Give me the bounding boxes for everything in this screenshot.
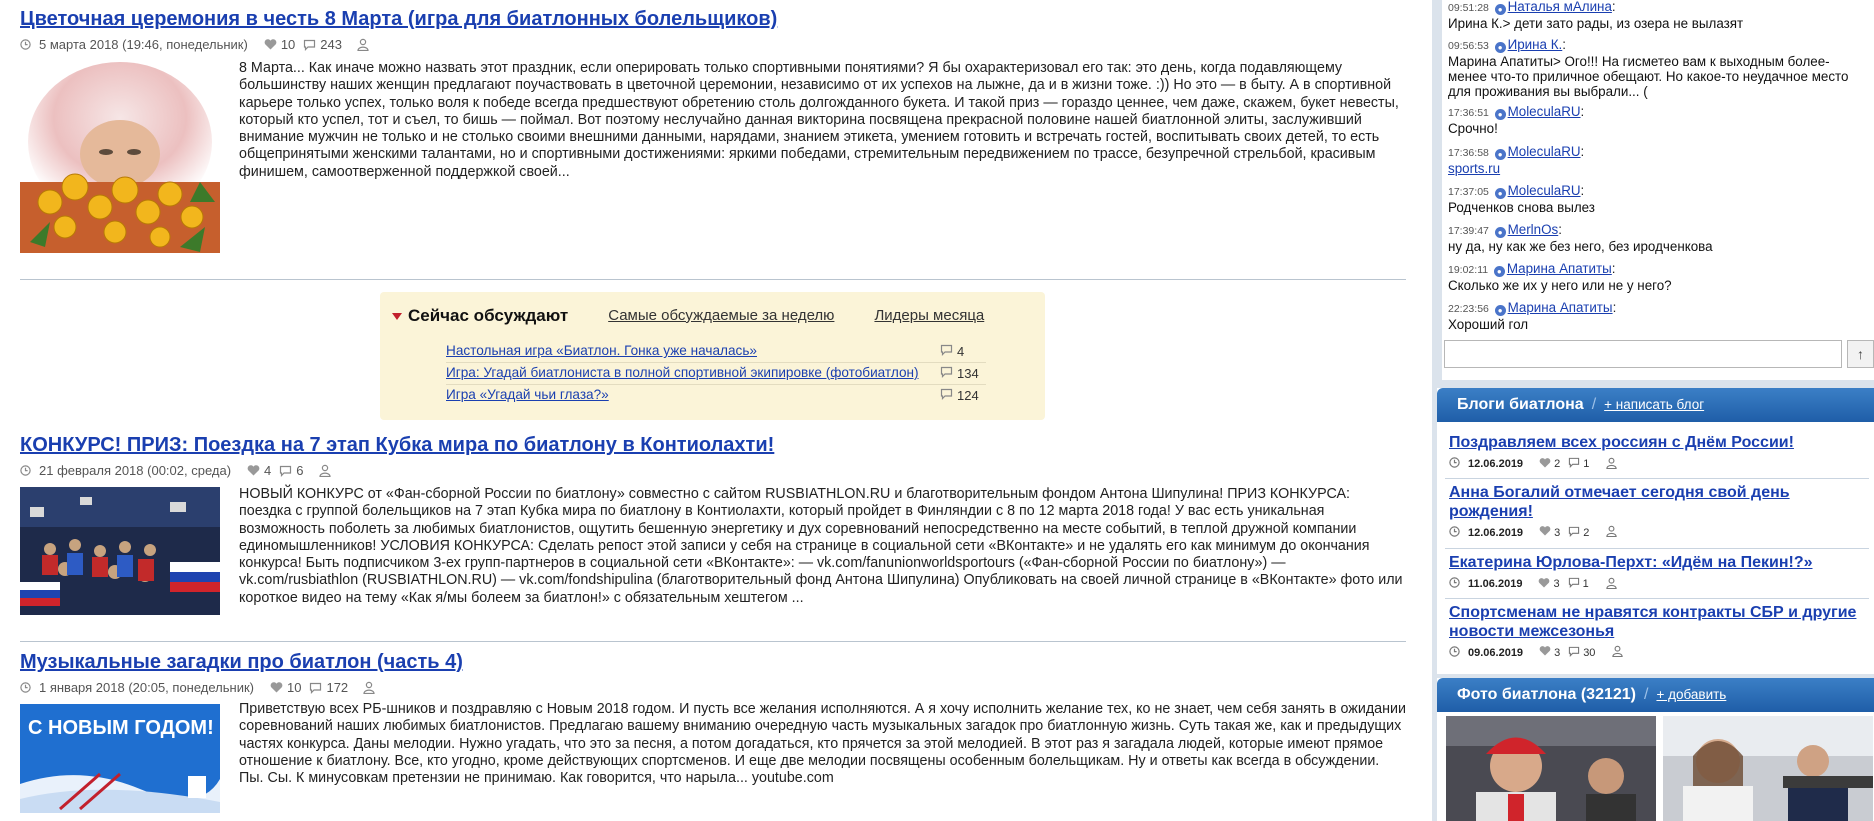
chat-time: 09:56:53	[1448, 40, 1489, 52]
heart-icon	[1539, 458, 1551, 471]
likes-count: 3	[1553, 578, 1560, 590]
discussion-link[interactable]: Игра «Угадай чьи глаза?»	[446, 387, 609, 402]
chat-user-link[interactable]: Марина Апатиты	[1506, 261, 1612, 276]
user-icon: ●	[1495, 109, 1506, 120]
share-icon[interactable]	[1605, 525, 1618, 540]
comment-icon	[940, 344, 953, 359]
article	[20, 0, 1406, 270]
blogs-panel-header: Блоги биатлона / + написать блог	[1437, 388, 1874, 422]
tab-month-leaders[interactable]: Лидеры месяца	[874, 306, 985, 324]
chat-time: 09:51:28	[1448, 2, 1489, 14]
chat-time: 17:36:51	[1448, 107, 1489, 119]
divider	[20, 279, 1406, 280]
blog-title-link[interactable]: Спортсменам не нравятся контракты СБР и другие новости межсезонья	[1449, 604, 1857, 640]
chat-message: 17:39:47 ● MerlnOs: ну да, ну как же без него, без иродченкова	[1448, 222, 1713, 254]
comment-icon	[940, 388, 953, 403]
chat-user-link[interactable]: MoleculaRU	[1507, 144, 1581, 159]
chat-time: 17:39:47	[1448, 225, 1489, 237]
article-meta	[20, 463, 332, 478]
user-icon: ●	[1494, 266, 1505, 277]
discussion-list	[446, 341, 986, 407]
chat-text: Срочно!	[1448, 121, 1498, 136]
write-blog-link[interactable]: + написать блог	[1604, 397, 1705, 412]
chat-text: Марина Апатиты> Ого!!! На гисметео вам к выходным более-менее что-то приличное обещают. Но какое-то неудачное место для проживания вы выбрали... (	[1448, 54, 1849, 99]
likes-count: 10	[287, 680, 302, 695]
share-icon[interactable]	[362, 681, 376, 694]
main-column	[20, 0, 1406, 821]
likes-count: 2	[1554, 458, 1561, 470]
photos-panel-header: Фото биатлона (32121) / + добавить	[1437, 678, 1874, 712]
blog-date: 09.06.2019	[1468, 646, 1524, 659]
article-title-link[interactable]: Цветочная церемония в честь 8 Марта (игра для биатлонных болельщиков)	[20, 8, 778, 30]
comment-icon	[1568, 646, 1580, 660]
blog-title-link[interactable]: Анна Богалий отмечает сегодня свой день рождения!	[1449, 484, 1790, 520]
discussion-link[interactable]: Настольная игра «Биатлон. Гонка уже началась»	[446, 343, 757, 358]
blog-title-link[interactable]: Екатерина Юрлова-Перхт: «Идём на Пекин!?»	[1449, 554, 1813, 571]
divider	[1445, 548, 1869, 549]
triangle-down-icon	[392, 313, 402, 320]
chat-message: 19:02:11 ● Марина Апатиты: Сколько же их у него или не у него?	[1448, 261, 1672, 293]
chat-text-link[interactable]: sports.ru	[1448, 161, 1501, 176]
clock-icon	[1449, 526, 1460, 540]
comment-icon	[279, 465, 292, 477]
comments-count: 6	[296, 463, 304, 478]
article-text: Приветствую всех РБ-шников и поздравляю с Новым 2018 годом. И пусть все желания исполняются. А я хочу исполнить желание тех, ко не знает, чем себя занять в ожидании соревнований наших любимых биатлонистов. Предлагаю вашему вниманию очередную часть музыкальных загадок про биатлонную жизнь. Суть такая же, как и предыдущих частях конкурса. Даны мелодии. Нужно угадать, что это за песня, а потом догадаться, кто прячется за этой мелодией. В этот раз я загадала людей, которые имеют прямое отношение к биатлону. Все, кто угодно, кроме действующих спортсменов. И еще две мелодии посвящены особенным болельщикам. Ну и ответы как всегда в обсуждении. Пы. Сы. К минусовкам претензии не принимаю. Как говорится, что нарыла... youtube.com	[239, 701, 1406, 787]
photo-thumbnail[interactable]	[1663, 716, 1873, 821]
chat-send-button[interactable]: ↑	[1847, 340, 1874, 368]
chat-user-link[interactable]: MoleculaRU	[1507, 183, 1581, 198]
comments-count: 30	[1583, 646, 1596, 659]
chat-message: 17:36:58 ● MoleculaRU: sports.ru	[1448, 144, 1585, 176]
clock-icon	[20, 39, 31, 50]
likes-count: 10	[280, 37, 296, 52]
clock-icon	[1449, 646, 1460, 660]
chat-text: Ирина К.> дети зато рады, из озера не вылазят	[1448, 16, 1744, 31]
discussion-count: 134	[957, 366, 979, 381]
likes-count: 3	[1554, 526, 1561, 539]
article-date: 1 января 2018 (20:05, понедельник)	[39, 680, 254, 695]
blog-date: 12.06.2019	[1468, 526, 1524, 539]
user-icon: ●	[1495, 188, 1506, 199]
blogs-panel	[1437, 388, 1874, 674]
comment-icon	[1568, 577, 1580, 591]
user-icon: ●	[1495, 149, 1506, 160]
chat-input[interactable]	[1444, 340, 1842, 368]
blog-item	[1449, 554, 1869, 592]
add-photo-link[interactable]: + добавить	[1656, 687, 1727, 702]
chat-message: 09:51:28 ● Наталья мАлина: Ирина К.> дети зато рады, из озера не вылазят	[1448, 0, 1744, 31]
comment-icon	[940, 366, 953, 381]
comments-count: 1	[1583, 458, 1590, 470]
blogs-title[interactable]: Блоги биатлона	[1457, 396, 1584, 413]
chat-message: 17:37:05 ● MoleculaRU: Родченков снова вылез	[1448, 183, 1595, 215]
photo-strip	[1446, 716, 1874, 821]
chat-time: 19:02:11	[1448, 264, 1489, 276]
article-thumbnail[interactable]	[20, 62, 220, 253]
heart-icon	[270, 682, 283, 693]
chat-time: 17:36:58	[1448, 147, 1489, 159]
discussion-row	[446, 363, 986, 385]
article-meta	[20, 680, 376, 695]
heart-icon	[264, 39, 277, 50]
heart-icon	[247, 465, 260, 476]
heart-icon	[1539, 526, 1551, 539]
blog-title-link[interactable]: Поздравляем всех россиян с Днём России!	[1449, 434, 1794, 451]
comments-count: 2	[1583, 526, 1590, 539]
chat-text: Хороший гол	[1448, 317, 1529, 332]
share-icon[interactable]	[356, 38, 370, 51]
blog-item	[1449, 434, 1869, 472]
chat-text: Родченков снова вылез	[1448, 200, 1595, 215]
comments-count: 172	[326, 680, 349, 695]
likes-count: 4	[264, 463, 272, 478]
user-icon: ●	[1495, 4, 1506, 15]
divider	[1445, 478, 1869, 479]
article-date: 21 февраля 2018 (00:02, среда)	[39, 463, 232, 478]
chat-message: 09:56:53 ● Ирина К.: Марина Апатиты> Ого!!! На гисметео вам к выходным более-менее что-то приличное обещают. Но какое-то неудачное место для проживания вы выбрали... (	[1448, 37, 1849, 99]
blog-date: 11.06.2019	[1468, 578, 1523, 590]
thumbnail-caption: С НОВЫМ ГОДОМ!	[28, 717, 214, 739]
share-icon[interactable]	[1605, 457, 1618, 472]
clock-icon	[20, 465, 31, 476]
chat-user-link[interactable]: Ирина К.	[1507, 37, 1563, 52]
heart-icon	[1538, 578, 1550, 591]
user-icon: ●	[1495, 305, 1506, 316]
share-icon[interactable]	[318, 464, 332, 477]
chat-user-link[interactable]: MerlnOs	[1507, 222, 1559, 237]
blog-date: 12.06.2019	[1468, 458, 1524, 470]
chat-panel	[1442, 0, 1874, 380]
comment-icon	[1568, 526, 1580, 540]
clock-icon	[1449, 577, 1460, 591]
article-thumbnail[interactable]	[20, 487, 220, 615]
article-title-link[interactable]: КОНКУРС! ПРИЗ: Поездка на 7 этап Кубка мира по биатлону в Контиолахти!	[20, 434, 775, 456]
article	[20, 430, 1406, 630]
share-icon[interactable]	[1605, 577, 1618, 592]
divider	[1445, 598, 1869, 599]
chat-time: 22:23:56	[1448, 303, 1489, 315]
chat-user-link[interactable]: Наталья мАлина	[1507, 0, 1612, 14]
article-title-link[interactable]: Музыкальные загадки про биатлон (часть 4)	[20, 651, 463, 673]
photo-thumbnail[interactable]	[1446, 716, 1656, 821]
article-meta	[20, 37, 370, 52]
photos-title[interactable]: Фото биатлона (32121)	[1457, 686, 1636, 703]
article-text: НОВЫЙ КОНКУРС от «Фан-сборной России по биатлону» совместно с сайтом RUSBIATHLON.RU и благотворительным фондом Антона Шипулина! ПРИЗ КОНКУРСА: поездка с группой болельщиков на 7 этап Кубка мира по биатлону в Контиолахти, который пройдет в Финляндии с 8 по 12 марта 2018 года! У вас есть уникальная возможность поболеть за любимых биатлонистов, ощутить бешенную энергетику и дух соревнований непосредственно на месте событий, в теплой дружной компании единомышленников! УСЛОВИЯ КОНКУРСА: Сделать репост этой записи у себя на странице в социальной сети «ВКонтакте» и не удалять его как минимум до окончания конкурса! Быть подписчиком 3-ех групп-партнеров в социальной сети «ВКонтакте»: — vk.com/fanunionworldsportours («Фан-сборной России по биатлону») — vk.com/rusbiathlon (RUSBIATHLON.RU) — vk.com/fondshipulina (благотворительный фонд Антона Шипулина) Опубликовать на своей личной странице в «ВКонтакте» фото или короткое видео на тему «Как я/мы болеем за биатлон!» с обязательным хештегом ...	[239, 486, 1403, 606]
chat-time: 17:37:05	[1448, 186, 1489, 198]
discussion-count: 4	[957, 344, 965, 359]
likes-count: 3	[1554, 646, 1561, 659]
discussion-tabs	[392, 306, 984, 326]
blog-item	[1449, 484, 1869, 540]
article	[20, 643, 1406, 821]
share-icon[interactable]	[1611, 645, 1624, 660]
comments-count: 243	[320, 37, 342, 52]
user-icon: ●	[1495, 227, 1506, 238]
discussion-link[interactable]: Игра: Угадай биатлониста в полной спортивной экипировке (фотобиатлон)	[446, 365, 919, 380]
discussion-row	[446, 341, 986, 363]
tab-now-discussing[interactable]: Сейчас обсуждают	[392, 306, 568, 326]
comment-icon	[1568, 457, 1580, 471]
article-date: 5 марта 2018 (19:46, понедельник)	[39, 37, 248, 52]
chat-user-link[interactable]: MoleculaRU	[1507, 104, 1581, 119]
discussion-row	[446, 385, 986, 407]
chat-text: Сколько же их у него или не у него?	[1448, 278, 1672, 293]
chat-text: ну да, ну как же без него, без иродченкова	[1448, 239, 1713, 254]
comments-count: 1	[1582, 578, 1589, 590]
article-thumbnail[interactable]	[20, 704, 220, 813]
comment-icon	[309, 682, 322, 694]
article-text: 8 Марта... Как иначе можно назвать этот праздник, если оперировать только спортивными понятиями? Я бы охарактеризовал его так: это день, когда подавляющему большинству наших женщин предлагают поучаствовать в цветочной церемонии, независимо от их успехов на лыжне, да и в жизни тоже. :)) Но это — в быту. А в спортивной карьере только успех, только воля к победе всегда предшествуют обретению столь долгожданного букета. И такой приз — гораздо ценнее, чем даже, скажем, букет невесты, который кто успел, тот и съел, то бишь — поймал. Вот поэтому неслучайно данная викторина посвящена прекрасной половине нашей биатлонной элиты, заслуживший внимание мужчин не только и не столько своими внешними данными, нарядами, знанием этикета, умением готовить и встречать гостей, воспитывать своих детей, то есть общепринятыми женскими талантами, но и спортивными достижениями: яркими победами, стремительным передвижением по трассе, безупречной стрельбой, красивым финишем, самоотверженной поддержкой своей...	[239, 60, 1399, 180]
blog-item	[1449, 604, 1869, 660]
heart-icon	[1539, 646, 1551, 659]
user-icon: ●	[1495, 42, 1506, 53]
comment-icon	[303, 39, 316, 51]
discussion-count: 124	[957, 388, 979, 403]
discussion-box	[380, 292, 1045, 420]
tab-most-discussed-week[interactable]: Самые обсуждаемые за неделю	[608, 306, 835, 324]
clock-icon	[1449, 457, 1460, 471]
clock-icon	[20, 682, 31, 693]
chat-message: 17:36:51 ● MoleculaRU: Срочно!	[1448, 104, 1585, 136]
chat-user-link[interactable]: Марина Апатиты	[1507, 300, 1613, 315]
chat-message: 22:23:56 ● Марина Апатиты: Хороший гол	[1448, 300, 1617, 332]
divider	[20, 641, 1406, 642]
